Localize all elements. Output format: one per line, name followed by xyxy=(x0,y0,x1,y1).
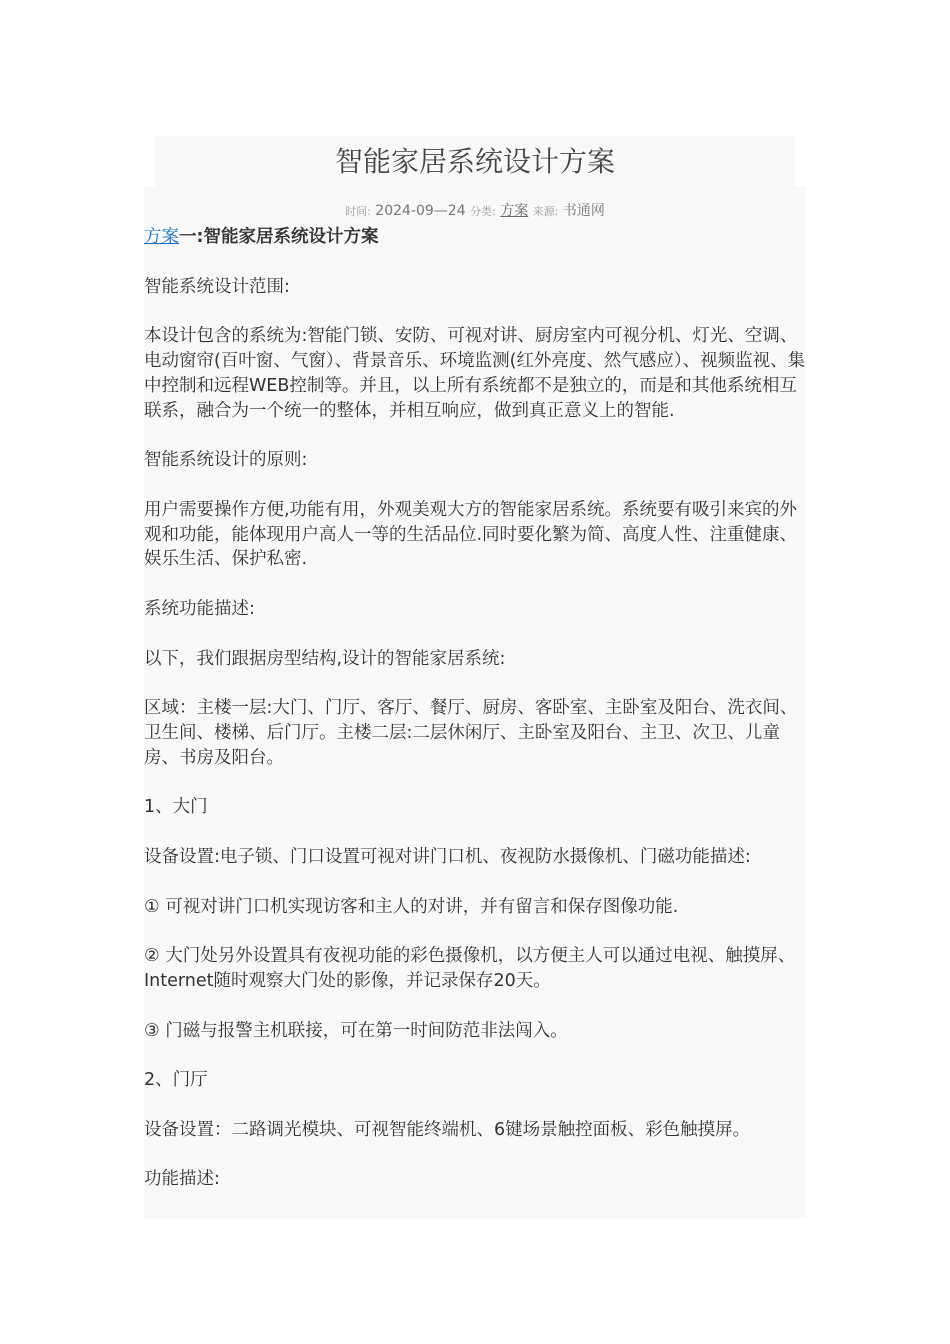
list-item: ③ 门磁与报警主机联接，可在第一时间防范非法闯入。 xyxy=(144,1020,568,1041)
paragraph: 以下，我们跟据房型结构,设计的智能家居系统: xyxy=(144,648,506,669)
paragraph: 设备设置:电子锁、门口设置可视对讲门口机、夜视防水摄像机、门磁功能描述: xyxy=(144,846,751,867)
paragraph: 设备设置：二路调光模块、可视智能终端机、6键场景触控面板、彩色触摸屏。 xyxy=(144,1119,751,1140)
source-value: 书通网 xyxy=(562,203,605,219)
paragraph: 智能系统设计范围: xyxy=(144,276,290,297)
paragraph: 本设计包含的系统为:智能门锁、安防、可视对讲、厨房室内可视分机、灯光、空调、电动窗帘(百叶窗、气窗）、背景音乐、环境监测(红外亮度、然气感应）、视频监视、集中控制和远程WEB控制等。并且，以上所有系统都不是独立的，而是和其他系统相互联系，融合为一个统一的整体，并相互响应，做到真正意义上的智能. xyxy=(144,326,806,421)
paragraph: 智能系统设计的原则: xyxy=(144,450,308,471)
intro-link[interactable]: 方案 xyxy=(144,227,179,247)
section-heading: 1、大门 xyxy=(144,797,208,818)
article-body xyxy=(144,225,806,1217)
paragraph: 用户需要操作方便,功能有用，外观美观大方的智能家居系统。系统要有吸引来宾的外观和功能，能体现用户高人一等的生活品位.同时要化繁为简、高度人性、注重健康、娱乐生活、保护私密. xyxy=(144,499,798,570)
page-title: 智能家居系统设计方案 xyxy=(334,145,615,178)
intro-heading xyxy=(144,225,806,250)
list-item: ② 大门处另外设置具有夜视功能的彩色摄像机，以方便主人可以通过电视、触摸屏、Internet随时观察大门处的影像，并记录保存20天。 xyxy=(144,946,796,991)
paragraph: 区域：主楼一层:大门、门厅、客厅、餐厅、厨房、客卧室、主卧室及阳台、洗衣间、卫生间、楼梯、后门厅。主楼二层:二层休闲厅、主卧室及阳台、主卫、次卫、儿童房、书房及阳台。 xyxy=(144,698,798,768)
time-label: 时间: xyxy=(345,205,371,218)
section-heading: 2、门厅 xyxy=(144,1070,208,1091)
intro-bold-title: 一:智能家居系统设计方案 xyxy=(179,227,379,247)
list-item: ① 可视对讲门口机实现访客和主人的对讲，并有留言和保存图像功能. xyxy=(144,896,679,917)
article-meta xyxy=(144,202,806,221)
paragraph: 系统功能描述: xyxy=(144,598,255,619)
paragraph: 功能描述: xyxy=(144,1169,220,1190)
category-link[interactable]: 方案 xyxy=(500,203,529,219)
category-label: 分类: xyxy=(470,205,496,218)
source-label: 来源: xyxy=(532,205,559,218)
time-value: 2024-09—24 xyxy=(375,203,466,219)
